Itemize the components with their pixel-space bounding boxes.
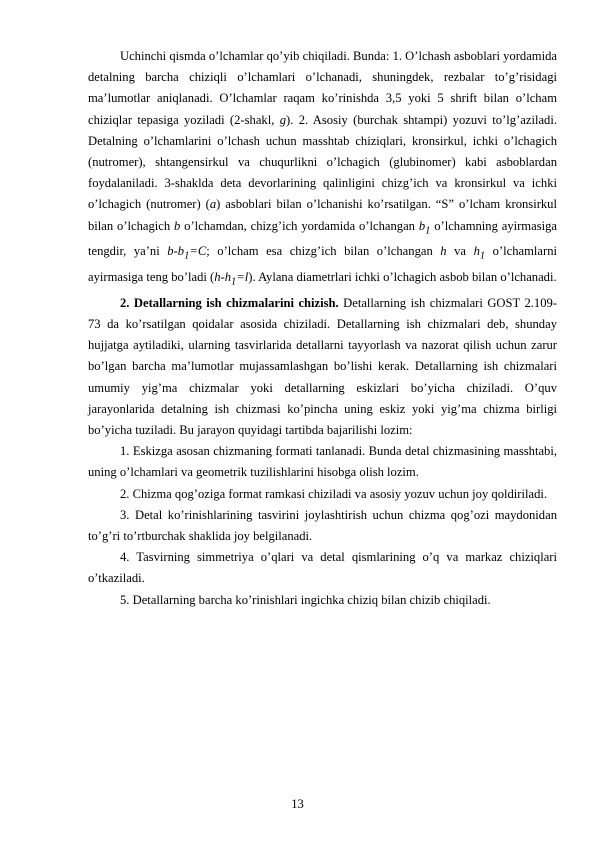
formula-part: b-b <box>167 244 185 259</box>
text-run: ) asboblari bilan o’lchanishi ko’rsatilgan. “S” o’lcham kronsirkul bilan o’lchagich <box>88 197 557 233</box>
text-run: va <box>446 244 474 259</box>
formula-h1 <box>473 244 486 262</box>
formula-b1 <box>418 218 431 237</box>
paragraph-dimensions <box>88 46 557 293</box>
text-run: ). 2. Asosiy (burchak shtampi) yozuvi to’lg’aziladi. Detalning o’lchamlarini o’lchash uchun masshtab chiziqlari, kronsirkul, ichki o’lchagich (nutromer), shtangensirkul va chuqurlikni o’lchagich (glubinomer) kabi asboblardan foydalaniladi. 3-shaklda deta devorlarining qalinligini chizg’ich va kronsirkul va ichki o’lchagich (nutromer) ( <box>88 112 557 212</box>
italic-run: g <box>279 112 286 127</box>
paragraph-working-drawings <box>88 293 557 441</box>
list-item-4: 4. Tasvirning simmetriya o’qlari va detal qismlarining o’q va markaz chiziqlari o’tkaziladi. <box>88 550 557 586</box>
text-run: ; o’lcham esa chizg’ich bilan o’lchangan <box>206 244 441 259</box>
text-run: o’lchamdan, chizg’ich yordamida o’lchangan <box>180 218 419 233</box>
formula-part: =l <box>236 270 249 285</box>
italic-run: a <box>209 197 217 212</box>
list-item-1: 1. Eskizga asosan chizmaning formati tanlanadi. Bunda detal chizmasining masshtabi, uning o’lchamlari va geometrik tuzilishlarini hisobga olish lozim. <box>88 444 557 480</box>
formula-subscript: 1 <box>479 250 486 262</box>
section-heading: 2. Detallarning ish chizmalarini chizish. <box>120 295 339 310</box>
document-body <box>88 46 557 611</box>
formula-part: =C <box>189 244 207 259</box>
page-number: 13 <box>291 797 304 811</box>
formula-part: b <box>418 218 426 233</box>
text-run: ). Aylana diametrlari ichki o’lchagich asbob bilan o’lchanadi. <box>248 270 557 285</box>
list-item-5: 5. Detallarning barcha ko’rinishlari ingichka chiziq bilan chizib chiqiladi. <box>120 592 491 607</box>
formula-h-h1-l <box>214 270 249 288</box>
italic-run: b <box>174 218 181 233</box>
italic-run: h <box>440 244 447 259</box>
list-item-2: 2. Chizma qog’oziga format ramkasi chiziladi va asosiy yozuv uchun joy qoldiriladi. <box>120 486 548 501</box>
text-run: Detallarning ish chizmalari GOST 2.109-73 da ko’rsatilgan qoidalar asosida chiziladi. Detallarning ish chizmalari deb, shunday hujjatga aytiladiki, ularning tasvirlarida detallarni tayyorlash va nazorat qilish uchun zarur bo’lgan barcha ma’lumotlar mujassamlashgan bo’lishi kerak. Detallarning ish chizmalari umumiy yig’ma chizmalar yoki detallarning eskizlari bo’yicha chiziladi. O’quv jarayonlarida detalning ish chizmasi ko’pincha uning eskiz yoki yig’ma chizma birligi bo’yicha tuziladi. Bu jarayon quyidagi tartibda bajarilishi lozim: <box>88 295 557 437</box>
list-item-3: 3. Detal ko’rinishlarining tasvirini joylashtirish uchun chizma qog’ozi maydonidan to’g’ri to’rtburchak shaklida joy belgilanadi. <box>88 507 557 544</box>
formula-subscript: 1 <box>231 276 237 288</box>
formula-part: h <box>473 244 480 259</box>
text-run: o’lchamlarni ayirmasiga teng bo’ladi ( <box>88 244 557 285</box>
text-run: Uchinchi qismda o’lchamlar qo’yib chiqiladi. Bunda: 1. O’lchash asboblari yordamida detalning barcha chiziqli o’lchamlari o’lchanadi, shuningdek, rezbalar to’g’risidagi ma’lumotlar aniqlanadi. O’lchamlar raqam ko’rinishda 3,5 yoki 5 shrift bilan o’lcham chiziqlar tepasiga yoziladi (2-shakl, <box>88 49 557 127</box>
formula-b-b1-c <box>167 244 207 262</box>
text-run: o’lchamning ayirmasiga tengdir, ya’ni <box>88 218 557 259</box>
formula-subscript: 1 <box>184 250 190 262</box>
formula-subscript: 1 <box>425 225 431 237</box>
formula-part: h-h <box>214 270 232 285</box>
